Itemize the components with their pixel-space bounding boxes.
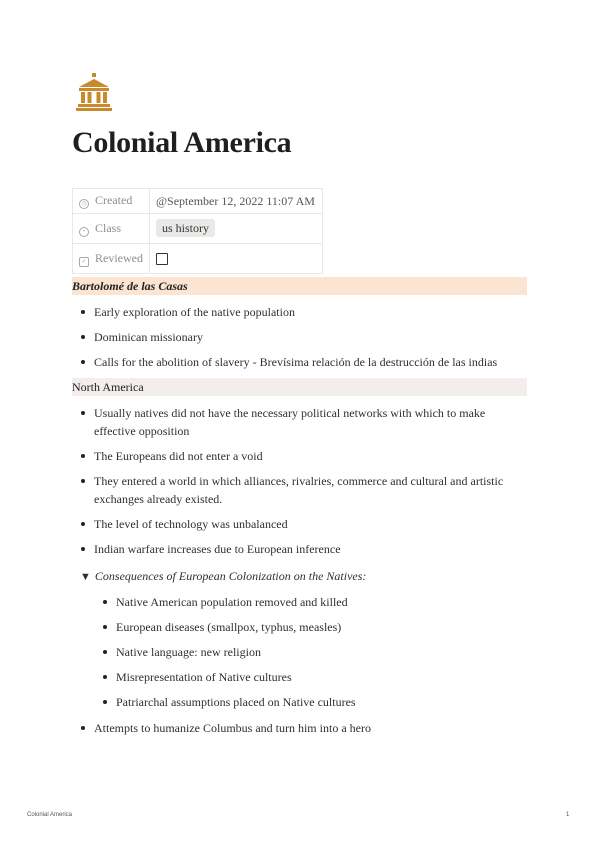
list-item: The Europeans did not enter a void [72, 447, 527, 465]
property-name: Created [95, 193, 133, 207]
list-item: Patriarchal assumptions placed on Native cultures [94, 693, 524, 711]
classical-building-icon [76, 73, 112, 111]
casas-list [72, 303, 527, 371]
created-value[interactable]: @September 12, 2022 11:07 AM [150, 189, 323, 214]
footer-title: Colonial America [27, 812, 73, 818]
section-heading-casas: Bartolomé de las Casas [72, 277, 527, 295]
list-item: Native American population removed and killed [94, 593, 524, 611]
list-item: Calls for the abolition of slavery - Brevísima relación de la destrucción de las indias [72, 353, 527, 371]
property-row-created [73, 189, 323, 214]
page-title: Colonial America [72, 126, 292, 159]
north-america-list [72, 404, 527, 558]
toggle-label: Consequences of European Colonization on the Natives: [94, 569, 367, 583]
properties-table [72, 188, 323, 274]
select-icon: • [79, 227, 89, 237]
page-number: 1 [566, 812, 570, 818]
class-tag[interactable]: us history [156, 219, 215, 237]
list-item: European diseases (smallpox, typhus, measles) [94, 618, 524, 636]
list-item: Early exploration of the native population [72, 303, 527, 321]
checkbox-icon: ✓ [79, 257, 89, 267]
list-item: Misrepresentation of Native cultures [94, 668, 524, 686]
list-item: Indian warfare increases due to European inference [72, 540, 527, 558]
triangle-down-icon[interactable]: ▼ [80, 571, 91, 583]
consequences-list [94, 593, 524, 711]
consequences-toggle[interactable] [80, 567, 366, 586]
section-heading-north-america: North America [72, 378, 527, 396]
property-name: Class [95, 220, 122, 235]
list-item: The level of technology was unbalanced [72, 515, 527, 533]
after-list [72, 719, 527, 737]
list-item: Dominican missionary [72, 328, 527, 346]
property-name: Reviewed [95, 250, 143, 265]
property-row-reviewed [73, 244, 323, 274]
list-item: Native language: new religion [94, 643, 524, 661]
list-item: Usually natives did not have the necessary political networks with which to make effective opposition [72, 404, 527, 440]
reviewed-checkbox[interactable] [156, 253, 168, 265]
list-item: Attempts to humanize Columbus and turn him into a hero [72, 719, 527, 737]
property-row-class [73, 214, 323, 244]
clock-icon: ◷ [79, 199, 89, 209]
list-item: They entered a world in which alliances, rivalries, commerce and cultural and artistic exchanges already existed. [72, 472, 527, 508]
